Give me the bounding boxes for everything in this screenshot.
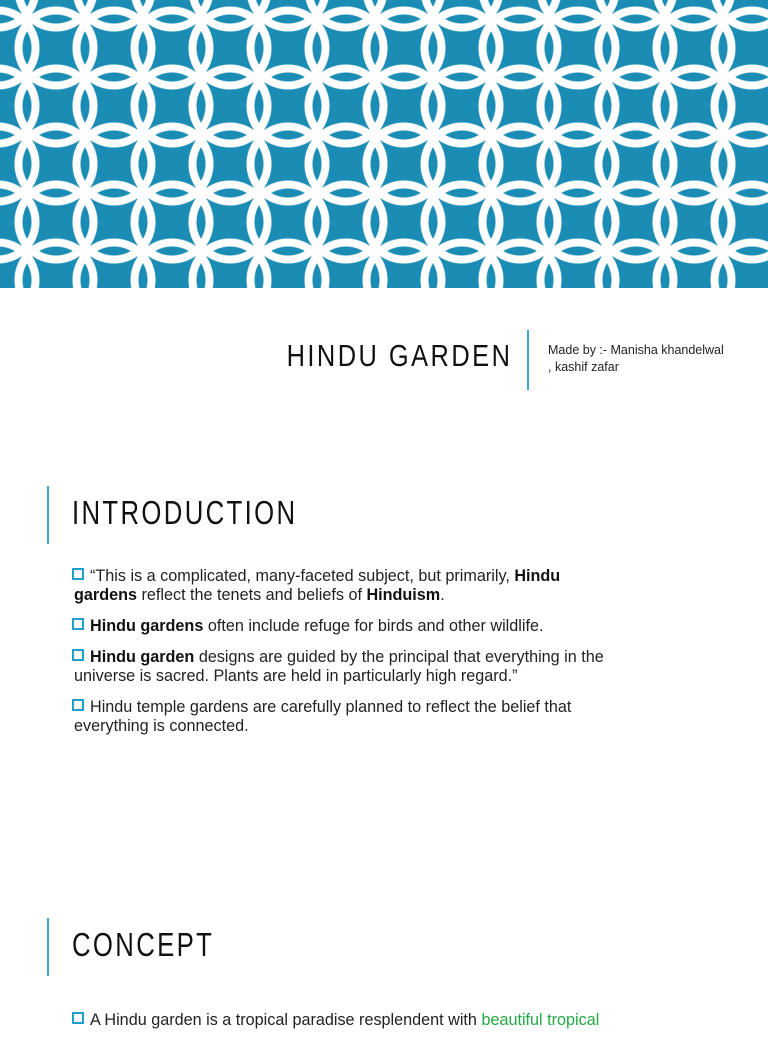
intro-bullet-4: Hindu temple gardens are carefully planned to reflect the belief that everything is connected.: [74, 698, 572, 735]
intro-heading: INTRODUCTION: [72, 494, 298, 531]
concept-bullet-1: A Hindu garden is a tropical paradise resplendent with beautiful tropical: [68, 1011, 668, 1030]
checkbox-bullet-icon: [72, 568, 84, 580]
author-line-1: Made by :- Manisha khandelwal: [548, 343, 724, 357]
title-row: [0, 330, 768, 390]
checkbox-bullet-icon: [72, 618, 84, 630]
author-credit: [548, 342, 763, 376]
author-line-2: , kashif zafar: [548, 360, 619, 374]
title-divider: [527, 330, 529, 390]
intro-bullets: [68, 567, 668, 748]
intro-accent-bar: [47, 486, 49, 544]
checkbox-bullet-icon: [72, 649, 84, 661]
cover-pattern: [0, 0, 768, 288]
intro-bullet-3: Hindu garden designs are guided by the principal that everything in the universe is sacred. Plants are held in particularly high regard.”: [74, 648, 604, 685]
concept-heading: CONCEPT: [72, 926, 215, 963]
intro-bullet-2: Hindu gardens often include refuge for birds and other wildlife.: [68, 617, 668, 636]
checkbox-bullet-icon: [72, 1012, 84, 1024]
concept-accent-bar: [47, 918, 49, 976]
concept-link[interactable]: beautiful tropical: [481, 1011, 600, 1029]
checkbox-bullet-icon: [72, 699, 84, 711]
intro-bullet-1: “This is a complicated, many-faceted subject, but primarily, Hindu gardens reflect the tenets and beliefs of Hinduism.: [74, 567, 561, 604]
concept-bullets: [68, 1011, 668, 1042]
presentation-title: HINDU GARDEN: [286, 338, 512, 373]
